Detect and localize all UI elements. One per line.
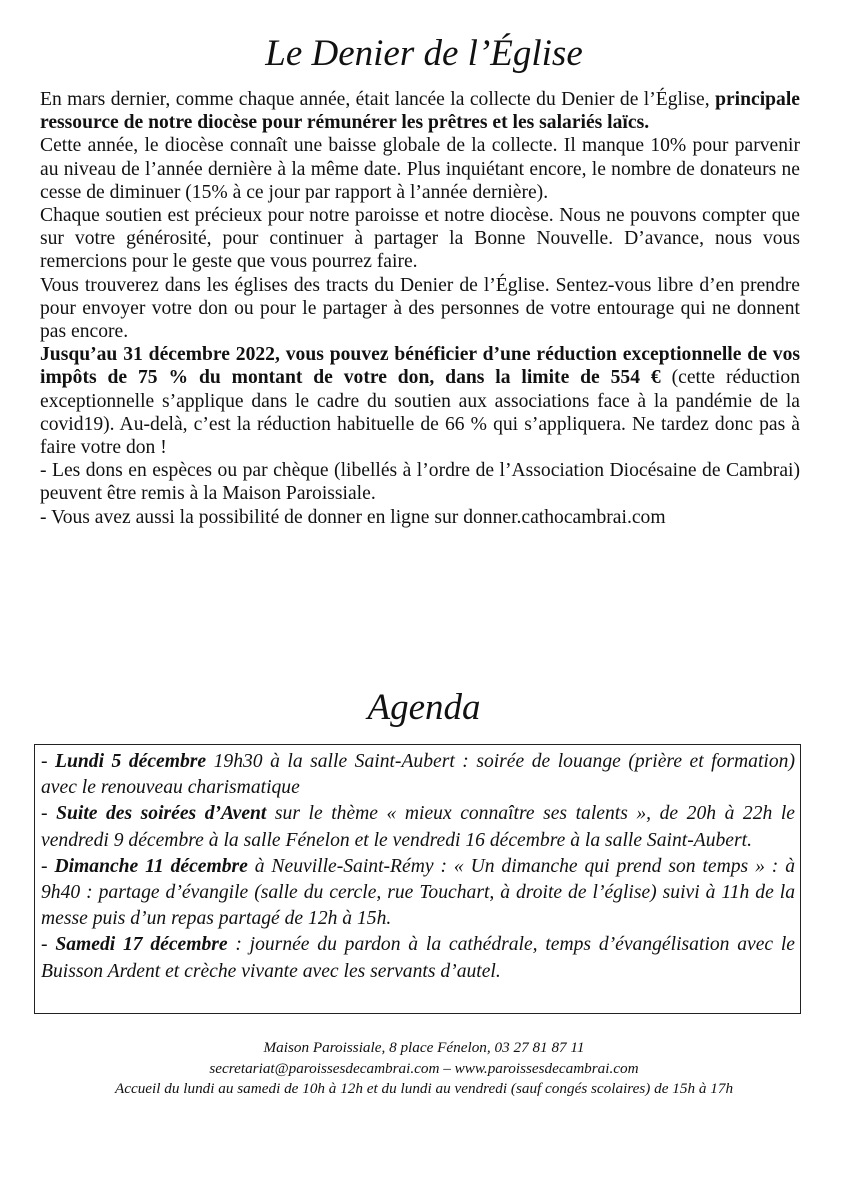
agenda-item-text: 19h30 à la salle Saint-Aubert : soirée de louange (prière et formation) avec le renouveau charismatique: [41, 751, 795, 799]
tax-details: (cette réduction exceptionnelle s’applique dans le cadre du soutien aux associations face à la pandémie de la covid19). Au-delà, c’est la réduction habituelle de 66 % qui s’appliquera. Ne tardez donc pas à faire votre don !: [40, 367, 800, 459]
agenda-item: [41, 854, 795, 933]
agenda-item-date: Lundi 5 décembre: [55, 751, 207, 772]
paragraph-cash-cheque: - Les dons en espèces ou par chèque (libellés à l’ordre de l’Association Diocésaine de Cambrai) peuvent être remis à la Maison Paroissiale.: [40, 460, 800, 505]
agenda-item-text: : journée du pardon à la cathédrale, temps d’évangélisation avec le Buisson Ardent et crèche vivante avec les servants d’autel.: [41, 934, 795, 982]
intro-emphasis: principale ressource de notre diocèse pour rémunérer les prêtres et les salariés laïcs.: [40, 89, 800, 134]
page-title: Le Denier de l’Église: [265, 33, 583, 74]
agenda-item-bullet: -: [41, 751, 56, 772]
agenda-box: [34, 744, 801, 1014]
agenda-item: [41, 749, 795, 801]
paragraph-online-giving: - Vous avez aussi la possibilité de donner en ligne sur donner.cathocambrai.com: [40, 506, 666, 528]
agenda-title: Agenda: [367, 687, 481, 728]
agenda-item: [41, 932, 795, 984]
footer-contact: [0, 1038, 848, 1100]
footer-email-website: secretariat@paroissesdecambrai.com – www.paroissesdecambrai.com: [209, 1059, 639, 1077]
paragraph-decline: Cette année, le diocèse connaît une baisse globale de la collecte. Il manque 10% pour parvenir au niveau de l’année dernière à la même date. Plus inquiétant encore, le nombre de donateurs ne cesse de diminuer (15% à ce jour par rapport à l’année dernière).: [40, 135, 800, 203]
agenda-item-text: sur le thème « mieux connaître ses talents », de 20h à 22h le vendredi 9 décembre à la salle Fénelon et le vendredi 16 décembre à la salle Saint-Aubert.: [41, 803, 795, 851]
agenda-item-bullet: -: [41, 855, 55, 877]
paragraph-intro: [40, 88, 800, 134]
agenda-item-text: à Neuville-Saint-Rémy : « Un dimanche qui prend son temps » : à 9h40 : partage d’évangile (salle du cercle, rue Touchart, à droite de l’église) suivi à 11h de la messe puis d’un repas partagé de 12h à 15h.: [41, 855, 795, 930]
agenda-item: [41, 801, 795, 853]
agenda-item-bullet: -: [41, 934, 56, 956]
tax-emphasis: Jusqu’au 31 décembre 2022, vous pouvez bénéficier d’une réduction exceptionnelle de vos impôts de 75 % du montant de votre don, dans la limite de 554 €: [40, 344, 800, 389]
agenda-item-date: Dimanche 11 décembre: [54, 855, 248, 877]
footer-address: Maison Paroissiale, 8 place Fénelon, 03 27 81 87 11: [263, 1039, 585, 1056]
denier-article: [40, 88, 800, 529]
intro-text: En mars dernier, comme chaque année, était lancée la collecte du Denier de l’Église,: [40, 89, 716, 110]
agenda-item-date: Samedi 17 décembre: [55, 934, 228, 956]
paragraph-support: Chaque soutien est précieux pour notre paroisse et notre diocèse. Nous ne pouvons compter que sur votre générosité, pour continuer à partager la Bonne Nouvelle. D’avance, nous vous remercions pour le geste que vous pourrez faire.: [40, 205, 800, 273]
paragraph-tracts: Vous trouverez dans les églises des tracts du Denier de l’Église. Sentez-vous libre d’en prendre pour envoyer votre don ou pour le partager à des personnes de votre entourage qui ne donnent pas encore.: [40, 274, 800, 343]
paragraph-tax-reduction: [40, 343, 800, 459]
agenda-item-date: Suite des soirées d’Avent: [56, 803, 267, 825]
footer-opening-hours: Accueil du lundi au samedi de 10h à 12h et du lundi au vendredi (sauf congés scolaires) de 15h à 17h: [114, 1080, 734, 1097]
agenda-item-bullet: -: [41, 803, 57, 825]
